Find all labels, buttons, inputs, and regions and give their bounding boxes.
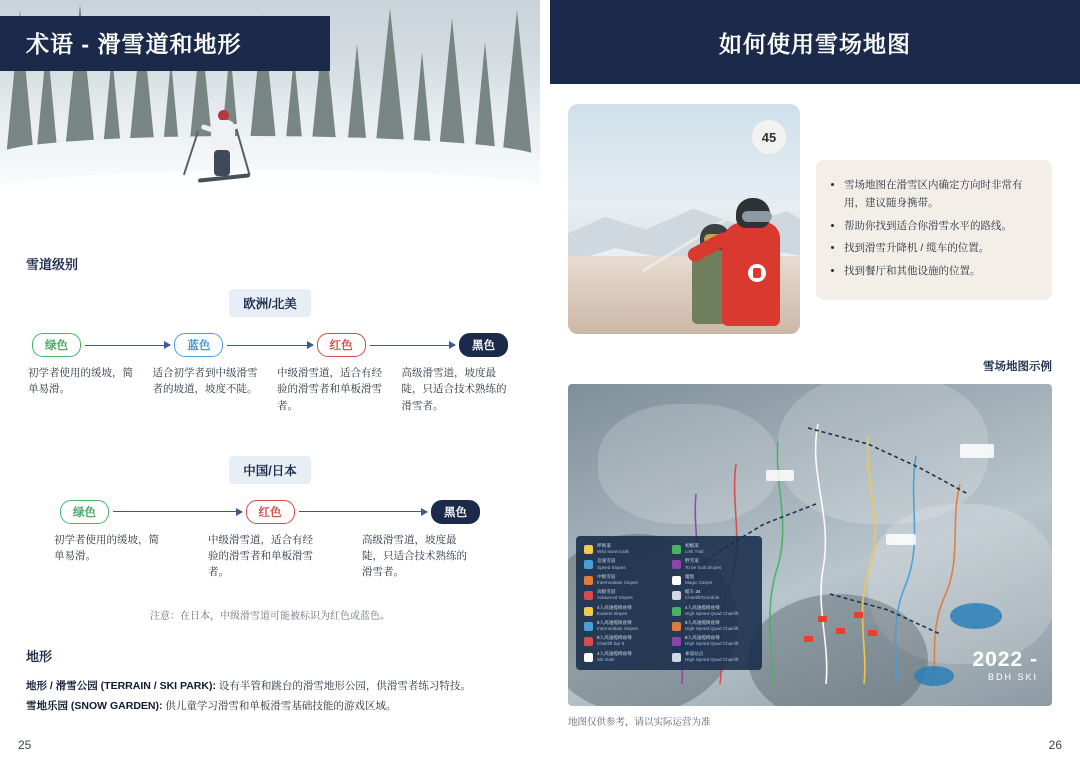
- legend-label-cn: 初级道: [685, 543, 699, 548]
- legend-item: [672, 543, 754, 555]
- grade-desc: 初学者使用的缓坡，简单易滑。: [54, 533, 159, 563]
- map-disclaimer: 地图仅供参考，请以实际运营为准: [568, 717, 711, 728]
- slope-note: 注意：在日本，中级滑雪道可能被标识为红色或蓝色。: [150, 610, 390, 622]
- legend-label-cn: 缆车 34: [685, 589, 701, 595]
- hero-snow-slope-2: [0, 170, 540, 232]
- page-number-left: 25: [18, 738, 32, 752]
- skiers-photo: [568, 104, 800, 334]
- terrain-item: [26, 677, 514, 697]
- legend-item: [672, 620, 754, 632]
- legend-label-cn: 6人高速缆椅座椅: [597, 619, 632, 625]
- trail-marker-45: 45: [752, 120, 786, 154]
- legend-item: [584, 558, 666, 570]
- legend-label-en: Intermediate Slopes: [597, 579, 638, 585]
- list-item: • 雪场地图在滑雪区内确定方向时非常有用，建议随身携带。: [844, 176, 1036, 213]
- flow-arrow-icon: [227, 345, 312, 346]
- terrain-desc: 设有半管和跳台的滑雪地形公园，供滑雪者练习特技。: [218, 679, 471, 692]
- map-brand-text: BDH SKI: [987, 672, 1038, 682]
- legend-item: [584, 574, 666, 586]
- terrain-term: 雪地乐园 (SNOW GARDEN):: [26, 699, 163, 712]
- page-title: 术语 - 滑雪道和地形: [0, 16, 330, 71]
- legend-label-cn: 8人高速缆椅座椅: [685, 635, 720, 641]
- legend-label-en: High Speed Quad Chairlift: [685, 626, 739, 632]
- legend-label-cn: 4人高速缆椅座椅: [597, 650, 632, 656]
- legend-label-cn: 6人高速缆椅座椅: [685, 619, 720, 625]
- legend-label-cn: 竞速雪道: [597, 558, 616, 564]
- grade-chip-black-cn: 黑色: [431, 500, 480, 524]
- list-item: • 找到餐厅和其他设施的位置。: [844, 262, 1036, 280]
- grade-chip-green-eu: 绿色: [32, 333, 81, 357]
- grade-flow-cn: [60, 500, 480, 524]
- legend-item: [672, 635, 754, 647]
- grade-desc: 高级滑雪道，坡度最陡，只适合技术熟练的滑雪者。: [401, 367, 507, 412]
- grade-desc: 高级滑雪道，坡度最陡，只适合技术熟练的滑雪者。: [362, 533, 467, 579]
- legend-item: [584, 589, 666, 601]
- map-usage-bullets: [816, 160, 1052, 300]
- grade-desc: 中级滑雪道，适合有经验的滑雪者和单板滑雪者。: [277, 367, 382, 412]
- trail-map-image: [568, 384, 1052, 706]
- grade-chip-black-eu: 黑色: [459, 333, 508, 357]
- skier-figure: [196, 110, 258, 196]
- grade-desc: 适合初学者到中级滑雪者的坡道，坡度不陡。: [152, 367, 258, 396]
- section-title-terrain: 地形: [26, 648, 53, 664]
- map-year-text: 2022 -: [972, 648, 1038, 671]
- terrain-term: 地形 / 滑雪公园 (TERRAIN / SKI PARK):: [26, 679, 216, 692]
- legend-label-en: Speed Slopes: [597, 564, 626, 570]
- legend-label-en: Magic Carpet: [685, 579, 713, 585]
- legend-label-en: Advanced Slopes: [597, 595, 633, 601]
- legend-label-cn: 4人高速缆椅座椅: [685, 604, 720, 610]
- right-content: [568, 104, 1052, 728]
- legend-label-cn: 4人高速缆椅座椅: [597, 604, 632, 610]
- legend-label-cn: 高级雪道: [597, 589, 616, 595]
- grade-desc: 初学者使用的缓坡，简单易滑。: [28, 367, 133, 396]
- page-number-right: 26: [1048, 738, 1062, 752]
- legend-label-en: Chairlift/Gondola: [685, 595, 720, 601]
- legend-item: [672, 589, 754, 601]
- list-item: • 帮助你找到适合你滑雪水平的路线。: [844, 217, 1036, 235]
- legend-label-en: Chairlift bar 8: [597, 641, 625, 647]
- legend-label-en: High Speed Quad Chairlift: [685, 610, 739, 616]
- legend-item: [584, 620, 666, 632]
- terrain-definitions: [26, 677, 514, 717]
- list-item: • 找到滑雪升降机 / 缆车的位置。: [844, 239, 1036, 257]
- legend-item: [584, 635, 666, 647]
- legend-label-en: Ski Gate: [597, 656, 615, 662]
- flow-arrow-icon: [113, 511, 242, 512]
- flow-arrow-icon: [299, 511, 428, 512]
- flow-arrow-icon: [370, 345, 455, 346]
- legend-label-cn: 索道站点: [685, 650, 704, 656]
- legend-label-en: Link Trail: [685, 549, 704, 555]
- grade-flow-eu: [32, 333, 508, 357]
- grade-descriptions-eu: [26, 365, 514, 414]
- legend-item: [584, 605, 666, 617]
- right-page-title: 如何使用雪场地图: [550, 0, 1080, 84]
- photo-and-bullets: [568, 104, 1052, 334]
- grade-chip-red-eu: 红色: [317, 333, 366, 357]
- grade-descriptions-cn: [54, 532, 514, 581]
- legend-item: [672, 651, 754, 663]
- left-content: [0, 254, 540, 716]
- grade-desc: 中级滑雪道，适合有经验的滑雪者和单板滑雪者。: [208, 533, 313, 579]
- grade-chip-green-cn: 绿色: [60, 500, 109, 524]
- legend-label-en: To be built Slopes: [685, 564, 722, 570]
- legend-label-cn: 8人高速缆椅座椅: [597, 635, 632, 641]
- map-section-title: 雪场地图示例: [983, 361, 1052, 373]
- map-legend: [576, 536, 762, 670]
- legend-label-cn: 野雪道: [685, 558, 699, 564]
- grade-chip-red-cn: 红色: [246, 500, 295, 524]
- flow-arrow-icon: [85, 345, 170, 346]
- legend-label-en: High Speed Quad Chairlift: [685, 656, 739, 662]
- region-label-eu: 欧洲/北美: [229, 289, 310, 317]
- legend-label-en: Wild snow trails: [597, 549, 629, 555]
- section-title-slope-grades: 雪道级别: [26, 257, 79, 272]
- legend-label-cn: 呼吸道: [597, 543, 611, 548]
- legend-item: [584, 543, 666, 555]
- legend-item: [584, 651, 666, 663]
- legend-label-en: High Speed Quad Chairlift: [685, 641, 739, 647]
- legend-label-en: Intermediate Slopes: [597, 626, 638, 632]
- legend-label-cn: 中级雪道: [597, 573, 616, 579]
- map-year-badge: [972, 648, 1038, 682]
- legend-item: [672, 574, 754, 586]
- skier-red-figure: [688, 176, 784, 326]
- hero-photo: [0, 0, 540, 232]
- legend-label-en: Easiest Slopes: [597, 610, 628, 616]
- right-page: [540, 0, 1080, 766]
- terrain-desc: 供儿童学习滑雪和单板滑雪基础技能的游戏区域。: [165, 699, 397, 712]
- region-label-cn: 中国/日本: [229, 456, 310, 484]
- grade-chip-blue-eu: 蓝色: [174, 333, 223, 357]
- terrain-item: [26, 697, 514, 717]
- legend-label-cn: 魔毯: [685, 573, 695, 579]
- legend-item: [672, 605, 754, 617]
- legend-item: [672, 558, 754, 570]
